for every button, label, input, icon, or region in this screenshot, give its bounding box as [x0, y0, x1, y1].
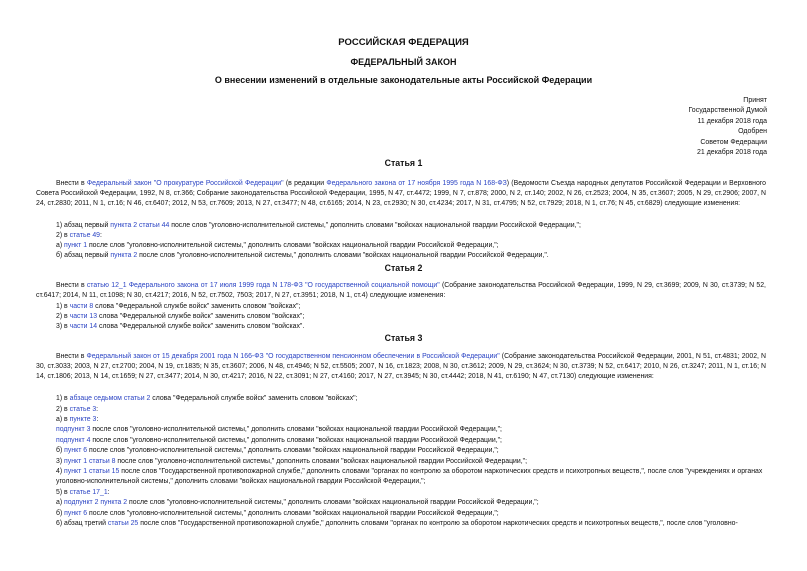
- law-link[interactable]: статье 17_1: [69, 489, 108, 496]
- list-item: [56, 436, 771, 446]
- article-2-title: Статья 2: [384, 263, 423, 273]
- text: после слов "уголовно-исполнительной системы," дополнить словами "войсках национальной гвардии Российской Федерации,".: [137, 252, 549, 259]
- list-item: [56, 251, 771, 261]
- text: слова "Федеральной службе войск" заменить словом "войсках";: [150, 395, 358, 402]
- law-link[interactable]: статье 3: [69, 406, 97, 413]
- list-item: [56, 498, 771, 508]
- federation-heading: РОССИЙСКАЯ ФЕДЕРАЦИЯ: [338, 37, 469, 48]
- text: Внести в: [56, 353, 87, 360]
- list-item: [56, 221, 771, 231]
- text: после слов "уголовно-исполнительной системы," дополнить словами "войсках национальной гвардии Российской Федерации,";: [90, 437, 502, 444]
- text: а): [56, 499, 65, 506]
- adoption-line: Государственной Думой: [688, 107, 767, 115]
- text: б) абзац первый: [56, 252, 111, 259]
- text: :: [96, 406, 99, 413]
- law-link[interactable]: пункт 1: [64, 242, 88, 249]
- text: б): [56, 447, 65, 454]
- law-link[interactable]: подпункт 2 пункта 2: [64, 499, 128, 506]
- law-link[interactable]: Федеральный закон от 15 декабря 2001 года N 166-ФЗ "О государственном пенсионном обеспечении в Российской Федерации": [86, 353, 500, 360]
- list-item: [56, 467, 771, 487]
- text: 2) в: [56, 232, 70, 239]
- list-item: [56, 322, 771, 332]
- list-item: [56, 446, 771, 456]
- law-link[interactable]: части 14: [69, 323, 98, 330]
- law-link[interactable]: Федеральный закон "О прокуратуре Российской Федерации": [86, 180, 284, 187]
- law-type-heading: ФЕДЕРАЛЬНЫЙ ЗАКОН: [350, 57, 457, 67]
- text: после слов "уголовно-исполнительной системы," дополнить словами "войсках национальной гвардии Российской Федерации,";: [90, 426, 502, 433]
- law-link[interactable]: подпункт 3: [56, 426, 91, 433]
- list-item: [56, 509, 771, 519]
- text: после слов "уголовно-исполнительной системы," дополнить словами "войсках национальной гвардии Российской Федерации,";: [127, 499, 539, 506]
- text: б): [56, 510, 65, 517]
- text: слова "Федеральной службе войск" заменить словом "войсках";: [97, 313, 305, 320]
- list-item: [56, 394, 771, 404]
- text: 6) абзац третий: [56, 520, 108, 527]
- law-link[interactable]: статью 12_1 Федерального закона от 17 июля 1999 года N 178-ФЗ "О государственной социальной помощи": [86, 282, 440, 289]
- text: слова "Федеральной службе войск" заменить словом "войсках".: [97, 323, 305, 330]
- text: (Собрание законодательства Российской Федерации, 1999, N 29, ст.3699; 2009, N 30, ст.3739; N 52, ст.6417; 2014, N 11, ст.1098; N 30, ст.4217; 2016, N 52, ст.7502, 7503; 2017, N 27, ст.3951; 2018, N 1, ст.4) следующие изменения:: [36, 282, 766, 300]
- text: Внести в: [56, 282, 87, 289]
- text: 3) в: [56, 323, 70, 330]
- law-link[interactable]: пункт 1 статьи 15: [64, 468, 120, 475]
- law-link[interactable]: пункт 6: [64, 447, 88, 454]
- text: после слов "уголовно-исполнительной системы," дополнить словами "войсках национальной гвардии Российской Федерации,";: [87, 510, 499, 517]
- text: 3): [56, 458, 65, 465]
- law-link[interactable]: подпункт 4: [56, 437, 91, 444]
- text: после слов "уголовно-исполнительной системы," дополнить словами "войсках национальной гвардии Российской Федерации,";: [87, 447, 499, 454]
- text: :: [100, 232, 102, 239]
- adoption-line: 21 декабря 2018 года: [696, 149, 767, 157]
- article-2-intro: [36, 281, 766, 301]
- text: (Собрание законодательства Российской Федерации, 2001, N 51, ст.4831; 2002, N 30, ст.3033; 2003, N 27, ст.2700; 2004, N 19, ст.1835; N 35, ст.3607; 2006, N 48, ст.4946; N 52, ст.5505; 2007, N 16, ст.1823; 2008, N 30, ст.3612; 2009, N 29, ст.3624; N 30, ст.3739; N 52, ст.6417; 2010, N 26, ст.3247; 2011, N 1, ст.16; N 14, ст.1806; 2013, N 14, ст.1659; N 27, ст.3477; 2014, N 30, ст.4217; 2016, N 22, ст.3091; N 27, ст.4160; 2017, N 27, ст.3945; N 30, ст.4442; 2018, N 41, ст.6190; N 47, ст.7130) следующие изменения:: [36, 353, 766, 381]
- text: после слов "уголовно-исполнительной системы," дополнить словами "войсках национальной гвардии Российской Федерации,";: [87, 242, 499, 249]
- list-item: [56, 312, 771, 322]
- law-link[interactable]: пункта 2 статьи 44: [110, 222, 170, 229]
- list-item: [56, 241, 771, 251]
- text: а): [56, 242, 65, 249]
- law-link[interactable]: пункт 1 статьи 8: [64, 458, 116, 465]
- text: а) в: [56, 416, 70, 423]
- article-1-title: Статья 1: [384, 158, 423, 168]
- text: (в редакции: [283, 180, 327, 187]
- list-item: [56, 231, 771, 241]
- text: 1) в: [56, 395, 70, 402]
- text: 2) в: [56, 406, 70, 413]
- text: после слов "Государственной противопожарной службе," дополнить словами "органах по контролю за оборотом наркотических средств и психотропных веществ,", после слов "учреждениях и органах уголовно-исполнительной системы," дополнить словами "войсках национальной гвардии Российской Федерации,";: [56, 468, 763, 485]
- adoption-line: Одобрен: [738, 128, 767, 136]
- text: слова "Федеральной службе войск" заменить словом "войсках";: [93, 303, 301, 310]
- law-link[interactable]: Федерального закона от 17 ноября 1995 года N 168-ФЗ: [326, 180, 507, 187]
- text: 2) в: [56, 313, 70, 320]
- text: :: [107, 489, 110, 496]
- text: после слов "уголовно-исполнительной системы," дополнить словами "войсках национальной гвардии Российской Федерации,";: [169, 222, 581, 229]
- text: :: [96, 416, 99, 423]
- text: после слов "Государственной противопожарной службе," дополнить словами "органах по контролю за оборотом наркотических средств и психотропных веществ,", после слов "уголовно-: [138, 520, 738, 527]
- text: ) (Ведомости Съезда народных депутатов Российской Федерации и Верховного Совета Российской Федерации, 1992, N 8, ст.366; Собрание законодательства Российской Федерации, 1995, N 47, ст.4472; 1999, N 7, ст.878; 2000, N 2, ст.140; 2002, N 26, ст.2523; 2004, N 35, ст.3607; 2005, N 29, ст.2906; 2007, N 24, ст.2830; 2011, N 1, ст.16; N 46, ст.6407; 2012, N 53, ст.7609; 2013, N 27, ст.3477; N 48, ст.6165; 2014, N 23, ст.2930; N 30, ст.4234; 2017, N 31, ст.4795; N 52, ст.7929; 2018, N 1, ст.76; N 45, ст.6829) следующие изменения:: [36, 180, 766, 208]
- article-1-intro: [36, 179, 766, 210]
- law-link[interactable]: абзаце седьмом статьи 2: [69, 395, 151, 402]
- list-item: [56, 425, 771, 435]
- text: после слов "уголовно-исполнительной системы," дополнить словами "войсках национальной гвардии Российской Федерации,";: [115, 458, 528, 465]
- text: 5) в: [56, 489, 70, 496]
- article-3-intro: [36, 352, 766, 383]
- list-item: [56, 302, 771, 312]
- law-link[interactable]: части 8: [69, 303, 94, 310]
- law-link[interactable]: пункт 6: [64, 510, 88, 517]
- law-link[interactable]: статье 49: [69, 232, 100, 239]
- law-link[interactable]: пункте 3: [69, 416, 97, 423]
- adoption-block: [627, 96, 767, 158]
- article-3-title: Статья 3: [384, 333, 423, 343]
- text: 1) в: [56, 303, 70, 310]
- adoption-line: Советом Федерации: [700, 138, 767, 146]
- list-item: [56, 457, 771, 467]
- law-link[interactable]: пункта 2: [110, 252, 138, 259]
- law-title: О внесении изменений в отдельные законодательные акты Российской Федерации: [214, 75, 593, 85]
- text: 4): [56, 468, 65, 475]
- list-item: [56, 488, 771, 498]
- list-item: [56, 405, 771, 415]
- list-item: [56, 415, 771, 425]
- adoption-line: Принят: [743, 97, 767, 104]
- law-link[interactable]: статьи 25: [107, 520, 139, 527]
- adoption-line: 11 декабря 2018 года: [697, 117, 767, 125]
- text: 1) абзац первый: [56, 222, 111, 229]
- text: Внести в: [56, 180, 87, 187]
- list-item: [56, 519, 771, 529]
- law-link[interactable]: части 13: [69, 313, 98, 320]
